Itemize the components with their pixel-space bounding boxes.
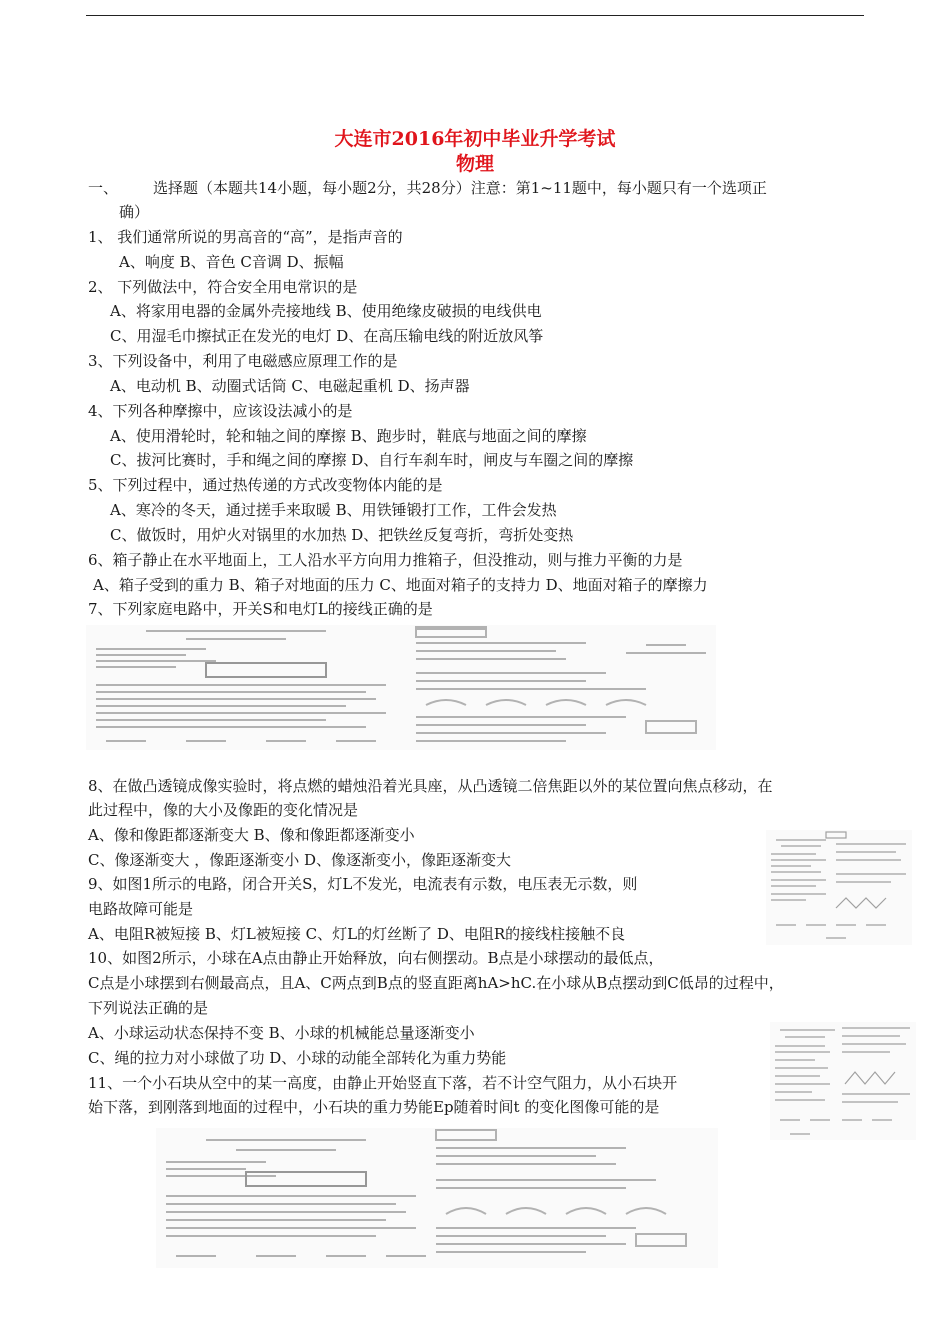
header-rule bbox=[86, 15, 864, 16]
q5-options-2: C、做饭时，用炉火对锅里的水加热 D、把铁丝反复弯折，弯折处变热 bbox=[110, 526, 574, 544]
q11-stem-2: 始下落，到刚落到地面的过程中，小石块的重力势能Ep随着时间t 的变化图像可能的是 bbox=[88, 1098, 660, 1116]
q1-stem: 1、 我们通常所说的男高音的“高”，是指声音的 bbox=[88, 228, 403, 246]
q1-options: A、响度 B、音色 C音调 D、振幅 bbox=[119, 253, 344, 271]
q8-stem-2: 此过程中，像的大小及像距的变化情况是 bbox=[88, 801, 359, 819]
q3-options: A、电动机 B、动圈式话筒 C、电磁起重机 D、扬声器 bbox=[110, 377, 470, 395]
q7-scanned-figure bbox=[86, 625, 716, 750]
q9-scanned-figure bbox=[766, 830, 912, 945]
q9-stem-2: 电路故障可能是 bbox=[88, 900, 194, 918]
q8-stem-1: 8、在做凸透镜成像实验时，将点燃的蜡烛沿着光具座，从凸透镜二倍焦距以外的某位置向焦点移动，在 bbox=[88, 777, 773, 795]
q9-stem-1: 9、如图1所示的电路，闭合开关S，灯L不发光，电流表有示数，电压表无示数，则 bbox=[88, 875, 638, 893]
q10-scanned-figure bbox=[770, 1022, 916, 1140]
q8-options-2: C、像逐渐变大 ，像距逐渐变小 D、像逐渐变小，像距逐渐变大 bbox=[88, 851, 512, 869]
q4-stem: 4、下列各种摩擦中，应该设法减小的是 bbox=[88, 402, 353, 420]
exam-title: 大连市2016年初中毕业升学考试 bbox=[334, 128, 616, 150]
q3-stem: 3、下列设备中，利用了电磁感应原理工作的是 bbox=[88, 352, 398, 370]
section-instructions: 选择题（本题共14小题，每小题2分，共28分）注意：第1~11题中，每小题只有一个选项正 bbox=[153, 179, 767, 197]
q11-scanned-figure bbox=[156, 1128, 718, 1268]
q2-options-1: A、将家用电器的金属外壳接地线 B、使用绝缘皮破损的电线供电 bbox=[110, 302, 542, 320]
q6-options: A、箱子受到的重力 B、箱子对地面的压力 C、地面对箱子的支持力 D、地面对箱子的摩擦力 bbox=[93, 576, 708, 594]
q9-options: A、电阻R被短接 B、灯L被短接 C、灯L的灯丝断了 D、电阻R的接线柱接触不良 bbox=[88, 925, 626, 943]
q10-options-2: C、绳的拉力对小球做了功 D、小球的动能全部转化为重力势能 bbox=[88, 1049, 507, 1067]
section-number: 一、 bbox=[88, 179, 119, 197]
q4-options-2: C、拔河比赛时，手和绳之间的摩擦 D、自行车刹车时，闸皮与车圈之间的摩擦 bbox=[110, 451, 634, 469]
q10-stem-2: C点是小球摆到右侧最高点，且A、C两点到B点的竖直距离hA>hC.在小球从B点摆动到C低昂的过程中， bbox=[88, 974, 784, 992]
q4-options-1: A、使用滑轮时，轮和轴之间的摩擦 B、跑步时，鞋底与地面之间的摩擦 bbox=[110, 427, 587, 445]
section-instructions-cont: 确） bbox=[119, 203, 150, 221]
q2-stem: 2、 下列做法中，符合安全用电常识的是 bbox=[88, 278, 358, 296]
q5-stem: 5、下列过程中，通过热传递的方式改变物体内能的是 bbox=[88, 476, 443, 494]
q6-stem: 6、箱子静止在水平地面上，工人沿水平方向用力推箱子，但没推动，则与推力平衡的力是 bbox=[88, 551, 683, 569]
q2-options-2: C、用湿毛巾擦拭正在发光的电灯 D、在高压输电线的附近放风筝 bbox=[110, 327, 544, 345]
q10-stem-3: 下列说法正确的是 bbox=[88, 999, 209, 1017]
q10-stem-1: 10、如图2所示，小球在A点由静止开始释放，向右侧摆动。B点是小球摆动的最低点， bbox=[88, 949, 664, 967]
q11-stem-1: 11、一个小石块从空中的某一高度，由静止开始竖直下落，若不计空气阻力，从小石块开 bbox=[88, 1074, 678, 1092]
exam-subject: 物理 bbox=[455, 153, 494, 175]
q10-options-1: A、小球运动状态保持不变 B、小球的机械能总量逐渐变小 bbox=[88, 1024, 475, 1042]
q8-options-1: A、像和像距都逐渐变大 B、像和像距都逐渐变小 bbox=[88, 826, 415, 844]
q7-stem: 7、下列家庭电路中，开关S和电灯L的接线正确的是 bbox=[88, 600, 433, 618]
q5-options-1: A、寒冷的冬天，通过搓手来取暖 B、用铁锤锻打工作，工件会发热 bbox=[110, 501, 557, 519]
